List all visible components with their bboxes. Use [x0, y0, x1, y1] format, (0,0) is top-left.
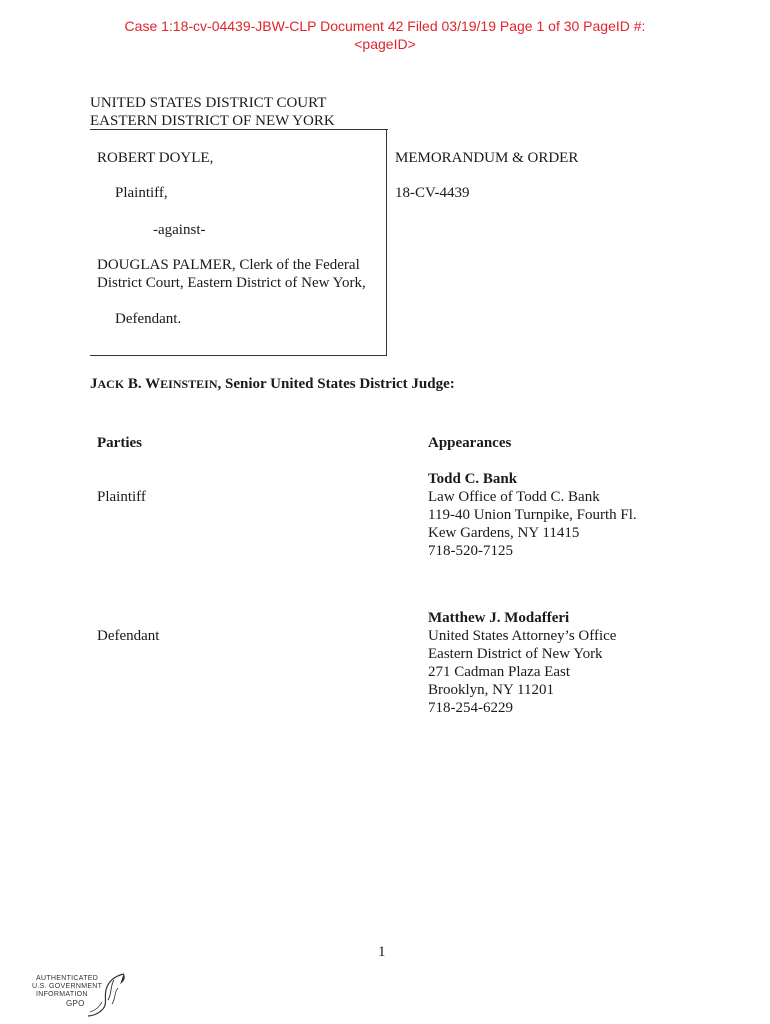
court-name-line2: EASTERN DISTRICT OF NEW YORK: [90, 113, 335, 129]
attorney-address-line: 271 Cadman Plaza East: [428, 664, 571, 680]
judge-last-rest: EINSTEIN: [160, 377, 218, 391]
defendant-role: Defendant.: [115, 311, 182, 327]
attorney-address-line: Brooklyn, NY 11201: [428, 682, 554, 698]
case-number: 18-CV-4439: [395, 185, 470, 201]
plaintiff-name: ROBERT DOYLE,: [97, 150, 214, 166]
caption-top-rule: [90, 129, 388, 130]
document-type: MEMORANDUM & ORDER: [395, 150, 579, 166]
judge-title: , Senior United States District Judge:: [217, 376, 455, 392]
judge-first-rest: ACK: [97, 377, 125, 391]
defendant-line2: District Court, Eastern District of New York,: [97, 275, 366, 291]
gpo-logo-line3: INFORMATION: [36, 991, 88, 998]
party-defendant: Defendant: [97, 628, 160, 644]
attorney-phone: 718-254-6229: [428, 700, 513, 716]
attorney-phone: 718-520-7125: [428, 543, 513, 559]
judge-middle: B.: [124, 376, 146, 392]
parties-header: Parties: [97, 435, 142, 451]
eagle-icon: [84, 970, 130, 1018]
versus-label: -against-: [153, 222, 206, 238]
judge-line: [90, 375, 455, 393]
gpo-logo-line2: U.S. GOVERNMENT: [32, 983, 103, 990]
page-number: 1: [378, 944, 386, 960]
attorney-address-line: United States Attorney’s Office: [428, 628, 617, 644]
filing-stamp-line2: <pageID>: [354, 36, 416, 52]
party-plaintiff: Plaintiff: [97, 489, 146, 505]
court-name-line1: UNITED STATES DISTRICT COURT: [90, 95, 327, 111]
appearances-header: Appearances: [428, 435, 512, 451]
gpo-logo-line4: GPO: [66, 999, 85, 1008]
attorney-address-line: 119-40 Union Turnpike, Fourth Fl.: [428, 507, 637, 523]
caption-vertical-rule: [386, 129, 387, 356]
plaintiff-role: Plaintiff,: [115, 185, 168, 201]
judge-last-initial: W: [145, 376, 161, 392]
attorney-address-line: Law Office of Todd C. Bank: [428, 489, 600, 505]
attorney-name-plaintiff: Todd C. Bank: [428, 471, 518, 487]
attorney-address-line: Eastern District of New York: [428, 646, 603, 662]
gpo-authentication-logo: [32, 970, 132, 1018]
caption-bottom-rule: [90, 355, 387, 356]
attorney-address-line: Kew Gardens, NY 11415: [428, 525, 580, 541]
attorney-name-defendant: Matthew J. Modafferi: [428, 610, 570, 626]
gpo-logo-line1: AUTHENTICATED: [36, 975, 99, 982]
filing-stamp-line1: Case 1:18-cv-04439-JBW-CLP Document 42 Filed 03/19/19 Page 1 of 30 PageID #:: [124, 18, 646, 34]
judge-first-initial: J: [90, 376, 98, 392]
defendant-line1: DOUGLAS PALMER, Clerk of the Federal: [97, 257, 360, 273]
